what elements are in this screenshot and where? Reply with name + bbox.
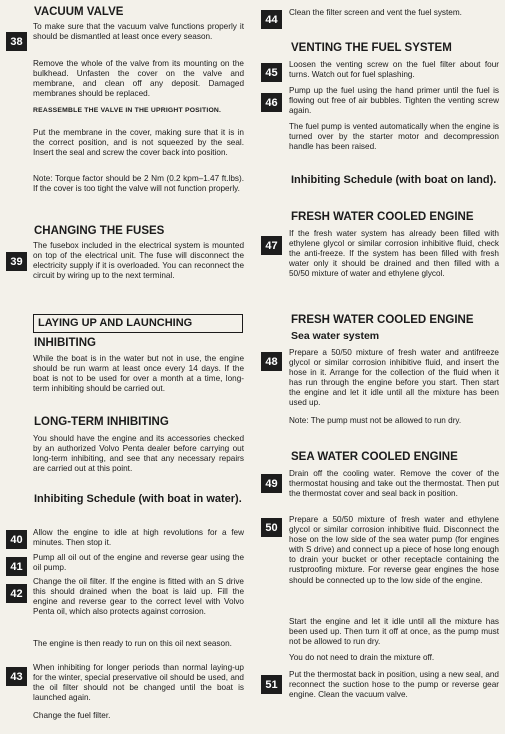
step-43-text: When inhibiting for longer periods than normal laying-up for the winter, special preservative oil should be used, and the oil filter should not be changed until the boat is launched again. xyxy=(33,663,244,703)
sea-water-system-subtitle: Sea water system xyxy=(291,330,380,342)
step-44-text: Clean the filter screen and vent the fuel system. xyxy=(289,8,462,17)
step-number-48: 48 xyxy=(261,352,282,371)
step-42-text: Change the oil filter. If the engine is fitted with an S drive this should drained when the boat is laid up. Fill the engine and reverse gear to the correct level with Volvo Penta oil, which also protects against corrosion. xyxy=(33,577,244,617)
ready-next-season-text: The engine is then ready to run on this oil next season. xyxy=(33,639,232,648)
pump-dry-note: Note: The pump must not be allowed to run dry. xyxy=(289,416,462,425)
vacuum-valve-membrane-text: Put the membrane in the cover, making sure that it is in the correct position, and is not squeezed by the seal. Insert the seal and screw the cover back into position. xyxy=(33,128,244,158)
step-number-50: 50 xyxy=(261,518,282,537)
step-40-text: Allow the engine to idle at high revolutions for a few minutes. Then stop it. xyxy=(33,528,244,548)
step-number-43: 43 xyxy=(6,667,27,686)
step-number-44: 44 xyxy=(261,10,282,29)
step-number-46: 46 xyxy=(261,93,282,112)
step-number-51: 51 xyxy=(261,675,282,694)
inhibiting-text: While the boat is in the water but not in use, the engine should be run warm at least once every 14 days. If the boat is not to be used for over a month at a time, long-term inhibiting should be carried out. xyxy=(33,354,244,394)
step-46-text: Pump up the fuel using the hand primer until the fuel is flowing out free of air bubbles. Tighten the venting screw again. xyxy=(289,86,499,116)
schedule-water-title: Inhibiting Schedule (with boat in water). xyxy=(34,493,242,505)
step-45-text: Loosen the venting screw on the fuel filter about four turns. Watch out for fuel splashing. xyxy=(289,60,499,80)
step-50-text: Prepare a 50/50 mixture of fresh water and ethylene glycol or similar corrosion inhibitive fluid. Disconnect the hose on the low side of the sea water pump (for engines with S drive) and connect up a piece of hose long enough to drain your bucket or other receptacle containing the rustproofing mixture. For reverse gear engines the hose should be connected up to the low side of the engine. xyxy=(289,515,499,585)
long-term-text: You should have the engine and its accessories checked by an authorized Volvo Penta dealer before carrying out long-term inhibiting, and see that any necessary repairs are carried out at this point. xyxy=(33,434,244,474)
step-number-38: 38 xyxy=(6,32,27,51)
start-engine-text: Start the engine and let it idle until all the mixture has been used up. Then turn it off at once, as the pump must not be allowed to run dry. xyxy=(289,617,499,647)
long-term-title: LONG-TERM INHIBITING xyxy=(34,416,169,428)
step-number-39: 39 xyxy=(6,252,27,271)
step-41-text: Pump all oil out of the engine and reverse gear using the oil pump. xyxy=(33,553,244,573)
fresh-water-title-2: FRESH WATER COOLED ENGINE xyxy=(291,314,474,326)
laying-up-box-title: LAYING UP AND LAUNCHING xyxy=(33,314,243,333)
reassemble-caps-text: REASSEMBLE THE VALVE IN THE UPRIGHT POSITION. xyxy=(33,107,222,114)
step-number-49: 49 xyxy=(261,474,282,493)
inhibiting-title: INHIBITING xyxy=(34,337,96,349)
venting-title: VENTING THE FUEL SYSTEM xyxy=(291,42,452,54)
change-fuel-filter-text: Change the fuel filter. xyxy=(33,711,111,720)
vacuum-valve-intro: To make sure that the vacuum valve functions properly it should be dismantled at least once every season. xyxy=(33,22,244,42)
fresh-water-title-1: FRESH WATER COOLED ENGINE xyxy=(291,211,474,223)
step-number-45: 45 xyxy=(261,63,282,82)
step-number-47: 47 xyxy=(261,236,282,255)
step-number-40: 40 xyxy=(6,530,27,549)
sea-water-title: SEA WATER COOLED ENGINE xyxy=(291,451,458,463)
fuses-text: The fusebox included in the electrical system is mounted on top of the electrical unit. The fuse will disconnect the electricity supply if it is overloaded. You can reconnect the circuit by wiring up to the next terminal. xyxy=(33,241,244,281)
step-48-text: Prepare a 50/50 mixture of fresh water and antifreeze glycol or similar corrosion inhibitive fluid, and insert the hose in it. Arrange for the collection of the fluid when it has run through the engine before you start. Then start the engine and let it idle until all the mixture has been used up. xyxy=(289,348,499,408)
step-47-text: If the fresh water system has already been filled with ethylene glycol or similar corrosion inhibitive fluid, check the anti-freeze. If the system has been filled with fresh water only it should be drained and then filled with a 50/50 mixture of water and ethylene glycol. xyxy=(289,229,499,279)
step-number-42: 42 xyxy=(6,584,27,603)
changing-fuses-title: CHANGING THE FUSES xyxy=(34,225,165,237)
torque-note: Note: Torque factor should be 2 Nm (0.2 kpm–1.47 ft.lbs). If the cover is too tight the valve will not function properly. xyxy=(33,174,244,194)
schedule-land-title: Inhibiting Schedule (with boat on land). xyxy=(291,174,497,186)
venting-auto-text: The fuel pump is vented automatically when the engine is turned over by the starter motor and decompression handle has been raised. xyxy=(289,122,499,152)
step-49-text: Drain off the cooling water. Remove the cover of the thermostat housing and take out the thermostat. Then put the thermostat cover and seal back in position. xyxy=(289,469,499,499)
vacuum-valve-title: VACUUM VALVE xyxy=(34,6,124,18)
vacuum-valve-remove-text: Remove the whole of the valve from its mounting on the bulkhead. Unfasten the cover on the valve and membrane, and clean off any deposit. Damaged membranes should be replaced. xyxy=(33,59,244,99)
no-drain-text: You do not need to drain the mixture off. xyxy=(289,653,435,662)
step-51-text: Put the thermostat back in position, using a new seal, and reconnect the suction hose to the pump or reverse gear engine. Clean the vacuum valve. xyxy=(289,670,499,700)
step-number-41: 41 xyxy=(6,557,27,576)
